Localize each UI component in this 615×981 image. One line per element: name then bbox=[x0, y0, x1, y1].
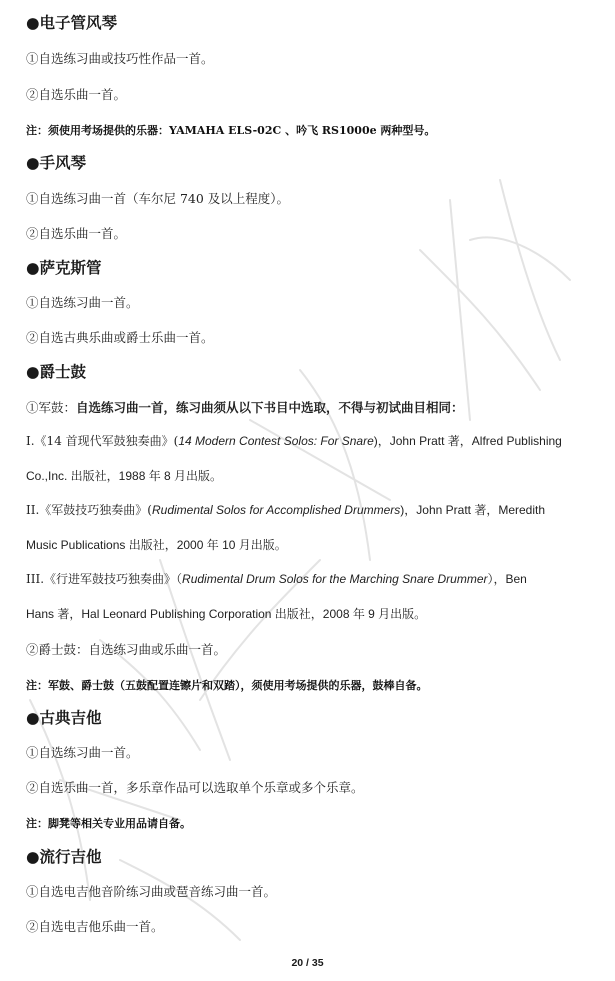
list-item: ①自选练习曲一首。 bbox=[26, 745, 139, 760]
book-entry-cont: Music Publications 出版社，2000 年 10 月出版。 bbox=[26, 538, 287, 552]
note: 注：脚凳等相关专业用品请自备。 bbox=[26, 817, 191, 830]
note: 注：军鼓、爵士鼓（五鼓配置连镲片和双踏），须使用考场提供的乐器，鼓棒自备。 bbox=[26, 679, 428, 692]
section-heading-electronic-organ: ●电子管风琴 bbox=[26, 13, 118, 32]
section-heading-pop-guitar: ●流行吉他 bbox=[26, 847, 102, 866]
item-emphasis: 自选练习曲一首，练习曲须从以下书目中选取，不得与初试曲目相同： bbox=[76, 400, 464, 415]
section-heading-saxophone: ●萨克斯管 bbox=[26, 258, 102, 277]
book-entry bbox=[26, 570, 597, 587]
list-item: ②自选乐曲一首。 bbox=[26, 87, 127, 102]
item-prefix: ①军鼓： bbox=[26, 400, 77, 415]
note: 注：须使用考场提供的乐器：YAMAHA ELS-02C 、吟飞 RS1000e 两种型号。 bbox=[26, 124, 436, 137]
list-item: ②爵士鼓：自选练习曲或乐曲一首。 bbox=[26, 642, 227, 657]
list-item: ①自选练习曲或技巧性作品一首。 bbox=[26, 51, 214, 66]
list-item: ①自选电吉他音阶练习曲或琶音练习曲一首。 bbox=[26, 884, 277, 899]
book-author: )，John Pratt 著，Alfred Publishing bbox=[373, 434, 562, 448]
list-item: ②自选古典乐曲或爵士乐曲一首。 bbox=[26, 330, 214, 345]
list-item: ①自选练习曲一首。 bbox=[26, 295, 139, 310]
list-item: ①自选练习曲一首（车尔尼 740 及以上程度）。 bbox=[26, 191, 290, 206]
book-title-cn: II.《军鼓技巧独奏曲》( bbox=[26, 503, 152, 517]
list-item: ②自选乐曲一首，多乐章作品可以选取单个乐章或多个乐章。 bbox=[26, 780, 364, 795]
list-item bbox=[26, 398, 597, 416]
book-title-en: Rudimental Drum Solos for the Marching Snare Drummer bbox=[182, 572, 488, 586]
book-entry bbox=[26, 432, 597, 449]
list-item: ②自选电吉他乐曲一首。 bbox=[26, 919, 164, 934]
book-entry bbox=[26, 501, 597, 518]
section-heading-accordion: ●手风琴 bbox=[26, 153, 87, 172]
book-title-cn: I.《14 首现代军鼓独奏曲》( bbox=[26, 434, 179, 448]
book-title-en: 14 Modern Contest Solos: For Snare bbox=[178, 434, 374, 448]
book-entry-cont: Co.,Inc. 出版社，1988 年 8 月出版。 bbox=[26, 469, 223, 483]
list-item: ②自选乐曲一首。 bbox=[26, 226, 127, 241]
page-number: 20 / 35 bbox=[291, 957, 324, 969]
book-title-en: Rudimental Solos for Accomplished Drummers bbox=[151, 503, 401, 517]
book-author: )，John Pratt 著，Meredith bbox=[400, 503, 546, 517]
book-entry-cont: Hans 著，Hal Leonard Publishing Corporation 出版社，2008 年 9 月出版。 bbox=[26, 607, 427, 621]
book-author: ），Ben bbox=[487, 572, 527, 586]
section-heading-classical-guitar: ●古典吉他 bbox=[26, 708, 102, 727]
section-heading-jazz-drums: ●爵士鼓 bbox=[26, 362, 87, 381]
book-title-cn: III.《行进军鼓技巧独奏曲》（ bbox=[26, 572, 183, 586]
